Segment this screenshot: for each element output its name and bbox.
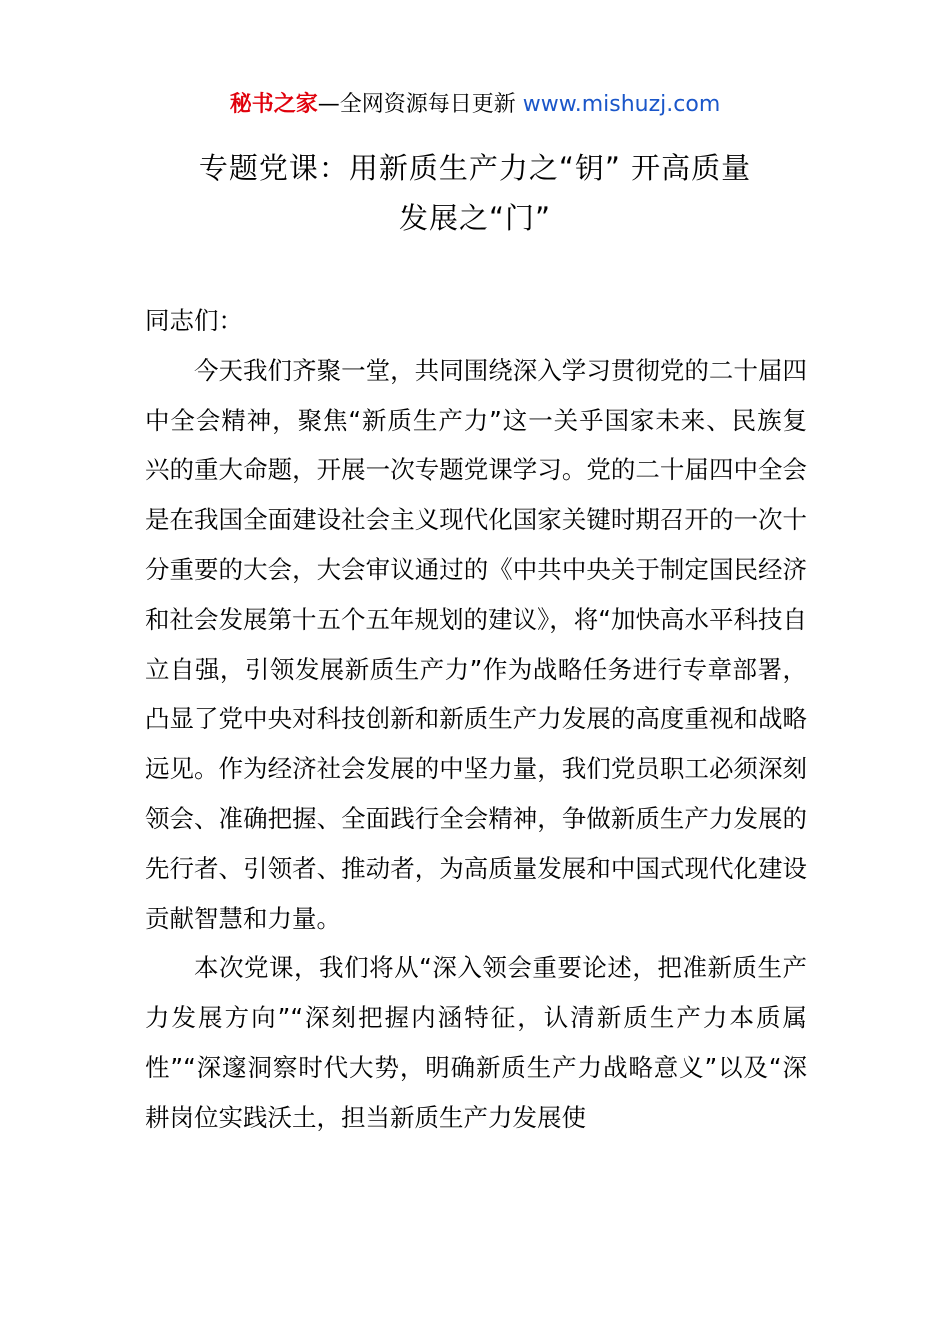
document-title-line-2: 发展之“门” [398, 201, 552, 235]
salutation: 同志们： [145, 306, 243, 335]
document-title-line-1: 专题党课：用新质生产力之“钥” 开高质量 [198, 151, 752, 185]
brand-name: 秘书之家 [229, 92, 318, 117]
site-header [0, 88, 950, 122]
body-paragraph: 本次党课，我们将从“深入领会重要论述，把准新质生产力发展方向”“深刻把握内涵特征，认清新质生产力本质属性”“深邃洞察时代大势，明确新质生产力战略意义”以及“深耕岗位实践沃土，担当新质生产力发展使 [145, 953, 807, 1132]
body-paragraph: 今天我们齐聚一堂，共同围绕深入学习贯彻党的二十届四中全会精神，聚焦“新质生产力”这一关乎国家未来、民族复兴的重大命题，开展一次专题党课学习。党的二十届四中全会是在我国全面建设社会主义现代化国家关键时期召开的一次十分重要的大会，大会审议通过的《中共中央关于制定国民经济和社会发展第十五个五年规划的建议》，将“加快高水平科技自立自强，引领发展新质生产力”作为战略任务进行专章部署，凸显了党中央对科技创新和新质生产力发展的高度重视和战略远见。作为经济社会发展的中坚力量，我们党员职工必须深刻领会、准确把握、全面践行全会精神，争做新质生产力发展的先行者、引领者、推动者，为高质量发展和中国式现代化建设贡献智慧和力量。 [145, 355, 807, 933]
site-url-link[interactable]: www.mishuzj.com [522, 92, 721, 117]
header-tagline: —全网资源每日更新 [317, 92, 523, 117]
document-body [145, 296, 807, 1143]
